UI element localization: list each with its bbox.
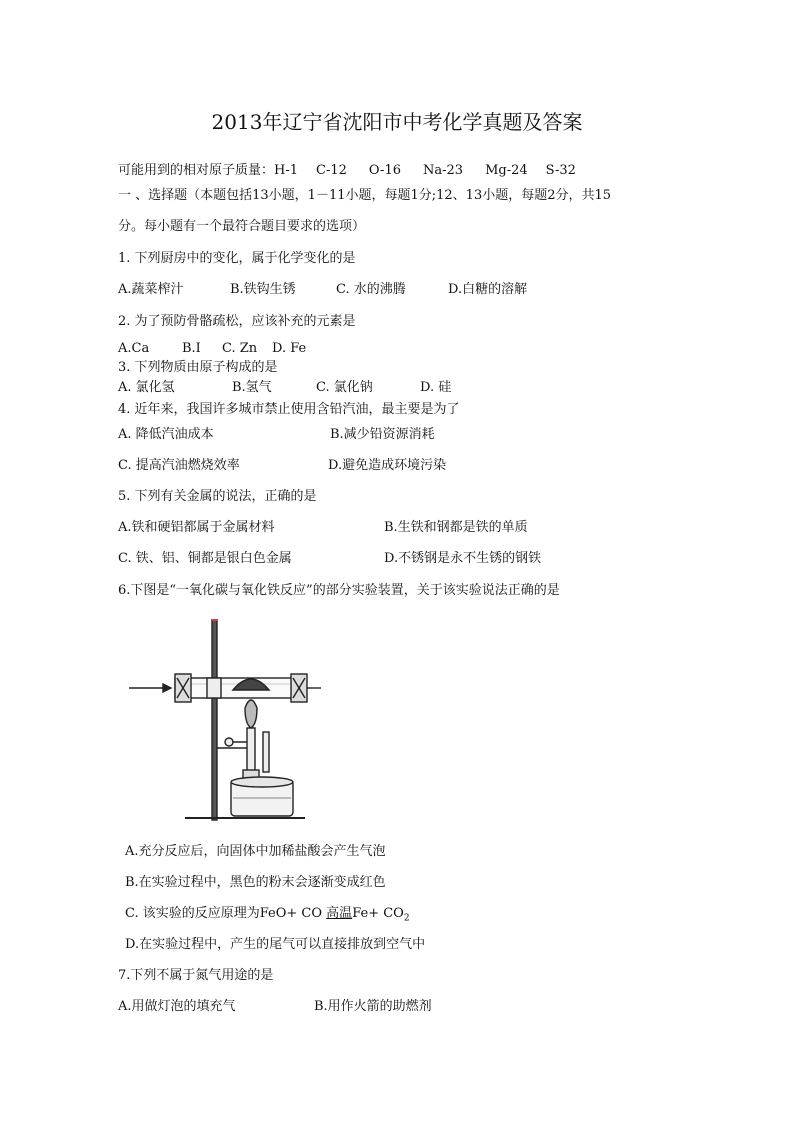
atomic-mass-line [118, 162, 576, 180]
option-c: C. Zn [222, 341, 258, 356]
question-4-options-row1 [118, 426, 435, 444]
question-7-options [118, 998, 432, 1016]
option-b: B.氢气 [232, 380, 272, 395]
question-3-options [118, 379, 451, 397]
atomic-mass-item: S-32 [545, 163, 576, 178]
atomic-mass-item: Mg-24 [485, 163, 528, 178]
option-a: A.用做灯泡的填充气 [118, 999, 236, 1014]
question-5-options-row2 [118, 550, 541, 568]
option-a: A. 氯化氢 [118, 380, 175, 395]
option-a: A. 降低汽油成本 [118, 427, 214, 442]
exam-title: 2013年辽宁省沈阳市中考化学真题及答案 [211, 110, 583, 134]
option-d: D.避免造成环境污染 [328, 458, 447, 473]
question-5-stem: 5. 下列有关金属的说法，正确的是 [118, 489, 317, 504]
question-2-options [118, 340, 306, 358]
question-1-options [118, 281, 527, 299]
option-c: C. 水的沸腾 [336, 282, 406, 297]
option-d: D.不锈钢是永不生锈的钢铁 [384, 551, 542, 566]
option-b: B.I [182, 341, 201, 356]
question-4-stem: 4. 近年来，我国许多城市禁止使用含铅汽油，最主要是为了 [118, 402, 460, 417]
reaction-condition: 高温 [326, 906, 353, 921]
option-c: C. 氯化钠 [316, 380, 373, 395]
question-6-option-d: D.在实验过程中，产生的尾气可以直接排放到空气中 [125, 937, 426, 952]
co-fe2o3-apparatus-figure [125, 612, 325, 824]
option-d: D. 硅 [420, 380, 452, 395]
option-c-prefix: C. 该实验的反应原理为FeO+ CO [125, 906, 327, 921]
option-c-product: Fe+ CO [352, 906, 404, 921]
atomic-mass-item: C-12 [316, 163, 347, 178]
question-6-option-c [125, 905, 410, 928]
option-b: B.铁钩生锈 [230, 282, 296, 297]
option-b: B.减少铅资源消耗 [330, 427, 435, 442]
option-d: D. Fe [272, 341, 307, 356]
section-heading-line1: 一 、选择题（本题包括13小题，1－11小题，每题1分;12、13小题，每题2分，共15 [118, 188, 612, 203]
question-7-stem: 7.下列不属于氮气用途的是 [118, 968, 274, 983]
atomic-mass-item: Na-23 [423, 163, 464, 178]
option-a: A.铁和硬铝都属于金属材料 [118, 520, 275, 535]
section-heading-line2: 分。每小题有一个最符合题目要求的选项） [118, 219, 366, 234]
subscript-2: 2 [403, 913, 410, 924]
question-6-option-a: A.充分反应后，向固体中加稀盐酸会产生气泡 [125, 844, 386, 859]
question-2-stem: 2. 为了预防骨骼疏松，应该补充的元素是 [118, 314, 356, 329]
question-3-stem: 3. 下列物质由原子构成的是 [118, 360, 278, 375]
question-6-stem: 6.下图是“一氧化碳与氧化铁反应”的部分实验装置，关于该实验说法正确的是 [118, 583, 560, 598]
atomic-mass-label: 可能用到的相对原子质量： [118, 163, 275, 178]
option-b: B.生铁和钢都是铁的单质 [384, 520, 528, 535]
option-a: A.Ca [118, 341, 150, 356]
atomic-mass-item: H-1 [274, 163, 299, 178]
question-4-options-row2 [118, 457, 446, 475]
option-c: C. 提高汽油燃烧效率 [118, 458, 240, 473]
option-c: C. 铁、铝、铜都是银白色金属 [118, 551, 292, 566]
question-6-option-b: B.在实验过程中，黑色的粉末会逐渐变成红色 [125, 875, 386, 890]
option-a: A.蔬菜榨汁 [118, 282, 184, 297]
question-5-options-row1 [118, 519, 528, 537]
question-1-stem: 1. 下列厨房中的变化，属于化学变化的是 [118, 251, 356, 266]
option-d: D.白糖的溶解 [448, 282, 528, 297]
atomic-mass-item: O-16 [368, 163, 401, 178]
option-b: B.用作火箭的助燃剂 [314, 999, 432, 1014]
